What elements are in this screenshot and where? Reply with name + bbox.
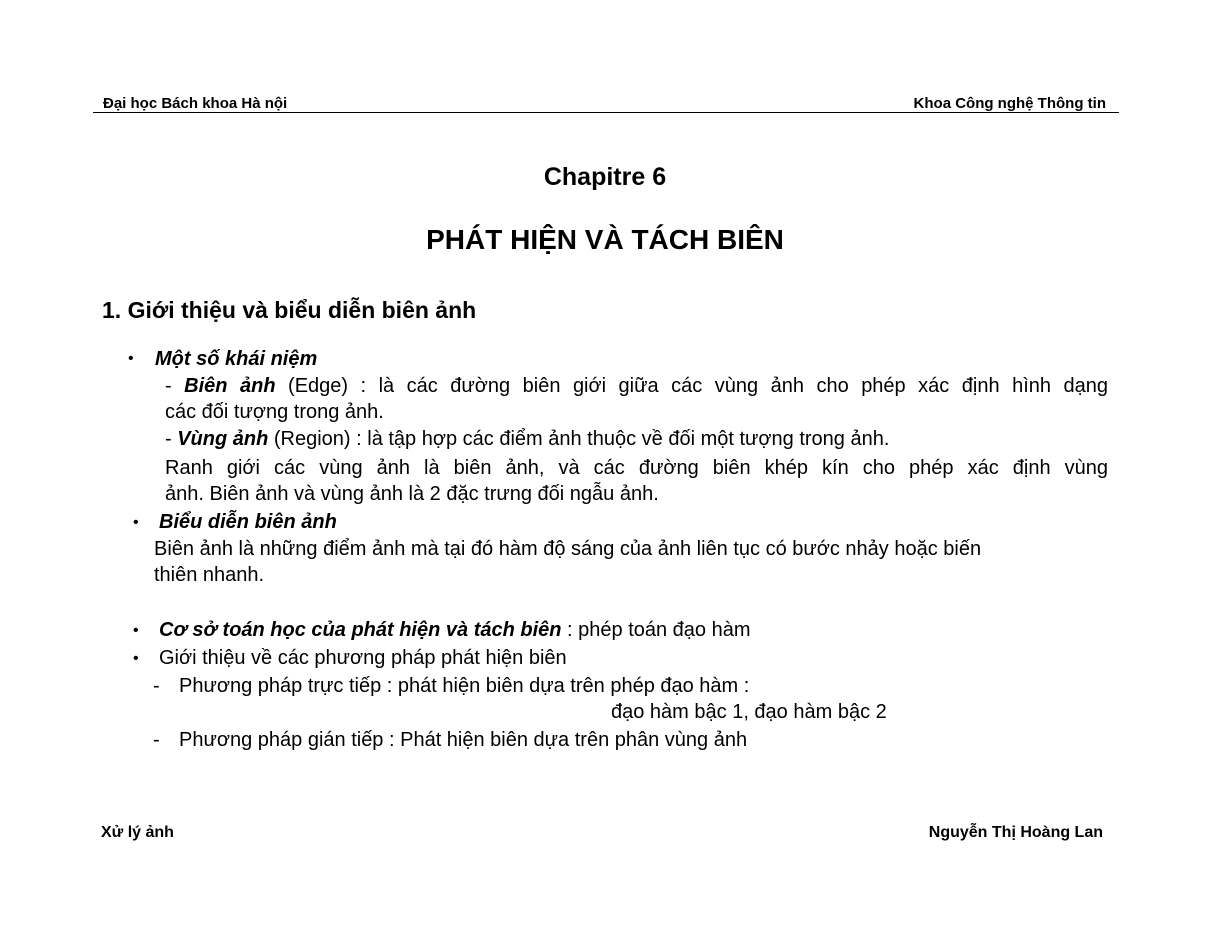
chapter-label: Chapitre 6 [543, 163, 667, 191]
edge-dash: - [165, 375, 185, 397]
header-faculty: Khoa Công nghệ Thông tin [913, 95, 1106, 112]
sub1-line2: đạo hàm bậc 1, đạo hàm bậc 2 [611, 701, 887, 723]
bullet3-rest: : phép toán đạo hàm [561, 619, 751, 641]
bullet-dot-icon: • [133, 622, 139, 639]
bullet-dot-icon: • [133, 650, 139, 667]
sub1-dash: - [153, 675, 160, 697]
bullet2-line2: thiên nhanh. [154, 564, 265, 586]
region-dash: - [165, 428, 178, 450]
footer-course: Xử lý ảnh [101, 824, 174, 841]
bullet-dot-icon: • [128, 350, 134, 367]
region-text: (Region) : là tập hợp các điểm ảnh thuộc về đối một tượng trong ảnh. [268, 428, 890, 450]
page-title: PHÁT HIỆN VÀ TÁCH BIÊN [426, 224, 784, 255]
bullet3-term: Cơ sở toán học của phát hiện và tách biên [159, 619, 562, 641]
sub2-text: Phương pháp gián tiếp : Phát hiện biên dựa trên phân vùng ảnh [179, 729, 748, 751]
edge-term: Biên ảnh [184, 375, 276, 397]
bullet1-region-definition [165, 426, 889, 452]
edge-definition-line1 [165, 373, 1108, 399]
bullet2-title: Biểu diễn biên ảnh [159, 511, 337, 533]
bullet-dot-icon: • [133, 514, 139, 531]
bullet1-edge-definition [165, 373, 1108, 425]
header-divider [93, 112, 1119, 113]
paragraph-line2: ảnh. Biên ảnh và vùng ảnh là 2 đặc trưng đối ngẫu ảnh. [165, 483, 659, 505]
bullet2-description [154, 536, 981, 588]
paragraph-line1: Ranh giới các vùng ảnh là biên ảnh, và các đường biên khép kín cho phép xác định vùng [165, 457, 1108, 479]
section-title: 1. Giới thiệu và biểu diễn biên ảnh [102, 297, 477, 323]
sub1-line1: Phương pháp trực tiếp : phát hiện biên dựa trên phép đạo hàm : [179, 675, 750, 697]
sub2-dash: - [153, 729, 160, 751]
edge-text: (Edge) : là các đường biên giới giữa các vùng ảnh cho phép xác định hình dạng [275, 375, 1108, 397]
footer-author: Nguyễn Thị Hoàng Lan [928, 824, 1103, 841]
bullet2-line1: Biên ảnh là những điểm ảnh mà tại đó hàm độ sáng của ảnh liên tục có bước nhảy hoặc biến [154, 538, 982, 560]
bullet1-title: Một số khái niệm [155, 348, 318, 370]
bullet3-text [159, 617, 751, 643]
header-institution: Đại học Bách khoa Hà nội [103, 95, 288, 112]
region-term: Vùng ảnh [177, 428, 269, 450]
bullet4-text: Giới thiệu về các phương pháp phát hiện biên [159, 647, 567, 669]
edge-definition-line2: các đối tượng trong ảnh. [165, 401, 384, 423]
bullet1-paragraph [165, 455, 1108, 507]
